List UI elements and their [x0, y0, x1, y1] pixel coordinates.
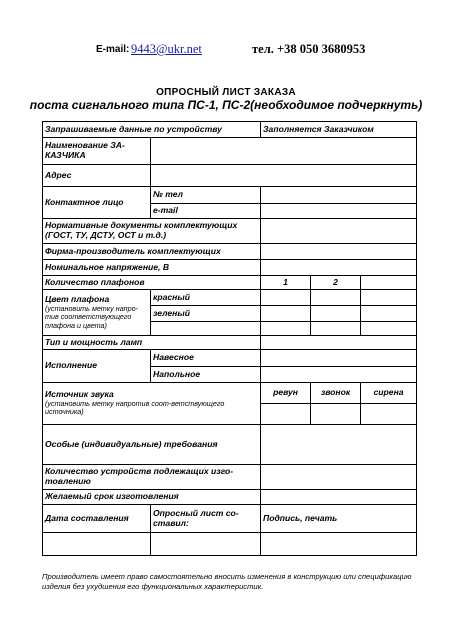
date-field[interactable] — [43, 533, 151, 556]
lamp-type-label: Тип и мощность ламп — [43, 336, 261, 350]
signature-field[interactable] — [261, 533, 417, 556]
address-field[interactable] — [151, 165, 417, 187]
sound-roar-label: ревун — [261, 383, 311, 404]
signature-label: Подпись, печать — [261, 505, 417, 533]
voltage-label: Номинальное напряжение, В — [43, 260, 261, 276]
header-filled: Заполняется Заказчиком — [261, 122, 417, 138]
email-row-label: e-mail — [151, 204, 261, 219]
phone-field[interactable] — [261, 187, 417, 204]
sound-roar-cell[interactable] — [261, 404, 311, 425]
sound-siren-label: сирена — [361, 383, 417, 404]
manufacturer-label: Фирма-производитель комплектующих — [43, 244, 261, 260]
order-form-table — [42, 121, 417, 556]
phone-number: тел. +38 050 3680953 — [252, 42, 366, 56]
red-shade-1-cell[interactable] — [261, 290, 311, 306]
extra-shade-2-cell[interactable] — [311, 322, 361, 336]
shade-col-1: 1 — [261, 276, 311, 290]
form-title: ОПРОСНЫЙ ЛИСТ ЗАКАЗА — [156, 87, 296, 98]
lamp-type-field[interactable] — [261, 336, 417, 350]
shade-color-title: Цвет плафона — [45, 294, 110, 305]
sound-bell-label: звонок — [311, 383, 361, 404]
email-link[interactable]: 9443@ukr.net — [131, 42, 202, 56]
red-shade-3-cell[interactable] — [361, 290, 417, 306]
sound-source-label — [43, 383, 261, 425]
device-count-field[interactable] — [261, 465, 417, 490]
date-label: Дата составления — [43, 505, 151, 533]
customer-name-field[interactable] — [151, 138, 417, 165]
extra-shade-1-cell[interactable] — [261, 322, 311, 336]
special-req-label: Особые (индивидуальные) требования — [43, 425, 261, 465]
green-shade-2-cell[interactable] — [311, 306, 361, 322]
manufacturer-field[interactable] — [261, 244, 417, 260]
execution-label: Исполнение — [43, 350, 151, 383]
address-label: Адрес — [43, 165, 151, 187]
contact-person-label: Контактное лицо — [43, 187, 151, 219]
deadline-field[interactable] — [261, 490, 417, 505]
green-shade-3-cell[interactable] — [361, 306, 417, 322]
voltage-field[interactable] — [261, 260, 417, 276]
green-shade-1-cell[interactable] — [261, 306, 311, 322]
shade-count-label: Количество плафонов — [43, 276, 261, 290]
exec-wall-label: Навесное — [151, 350, 261, 367]
normative-docs-label: Нормативные документы комплектующих (ГОСТ, ТУ, ДСТУ, ОСТ и т.д.) — [43, 219, 261, 244]
shade-color-label — [43, 290, 151, 336]
compiled-by-field[interactable] — [151, 533, 261, 556]
extra-shade-3-cell[interactable] — [361, 322, 417, 336]
header-requested: Запрашиваемые данные по устройству — [43, 122, 261, 138]
compiled-by-label: Опросный лист со-ставил: — [151, 505, 261, 533]
shade-count-field[interactable] — [361, 276, 417, 290]
normative-docs-field[interactable] — [261, 219, 417, 244]
shade-col-2: 2 — [311, 276, 361, 290]
phone-label: № тел — [151, 187, 261, 204]
sound-source-title: Источник звука — [45, 389, 114, 400]
color-extra-cell[interactable] — [151, 322, 261, 336]
footer-disclaimer: Производитель имеет право самостоятельно вносить изменения в конструкцию или спецификацию изделия без ухудшения его функциональных характеристик. — [42, 572, 412, 591]
email-label: E-mail: — [96, 44, 130, 55]
customer-name-label: Наименование ЗА-КАЗЧИКА — [43, 138, 151, 165]
exec-wall-field[interactable] — [261, 350, 417, 367]
color-red-label: красный — [151, 290, 261, 306]
shade-color-note: (установить метку напро-тив соответствующего плафона и цвета) — [45, 304, 138, 330]
device-count-label: Количество устройств подлежащих изго-товлению — [43, 465, 261, 490]
red-shade-2-cell[interactable] — [311, 290, 361, 306]
form-subtitle: поста сигнального типа ПС-1, ПС-2(необходимое подчеркнуть) — [29, 98, 423, 112]
special-req-field[interactable] — [261, 425, 417, 465]
exec-floor-field[interactable] — [261, 367, 417, 383]
sound-bell-cell[interactable] — [311, 404, 361, 425]
exec-floor-label: Напольное — [151, 367, 261, 383]
deadline-label: Желаемый срок изготовления — [43, 490, 261, 505]
sound-siren-cell[interactable] — [361, 404, 417, 425]
contact-line — [0, 43, 452, 57]
sound-source-note: (установить метку напротив соот-ветствующего источника) — [45, 399, 225, 417]
color-green-label: зеленый — [151, 306, 261, 322]
email-field[interactable] — [261, 204, 417, 219]
